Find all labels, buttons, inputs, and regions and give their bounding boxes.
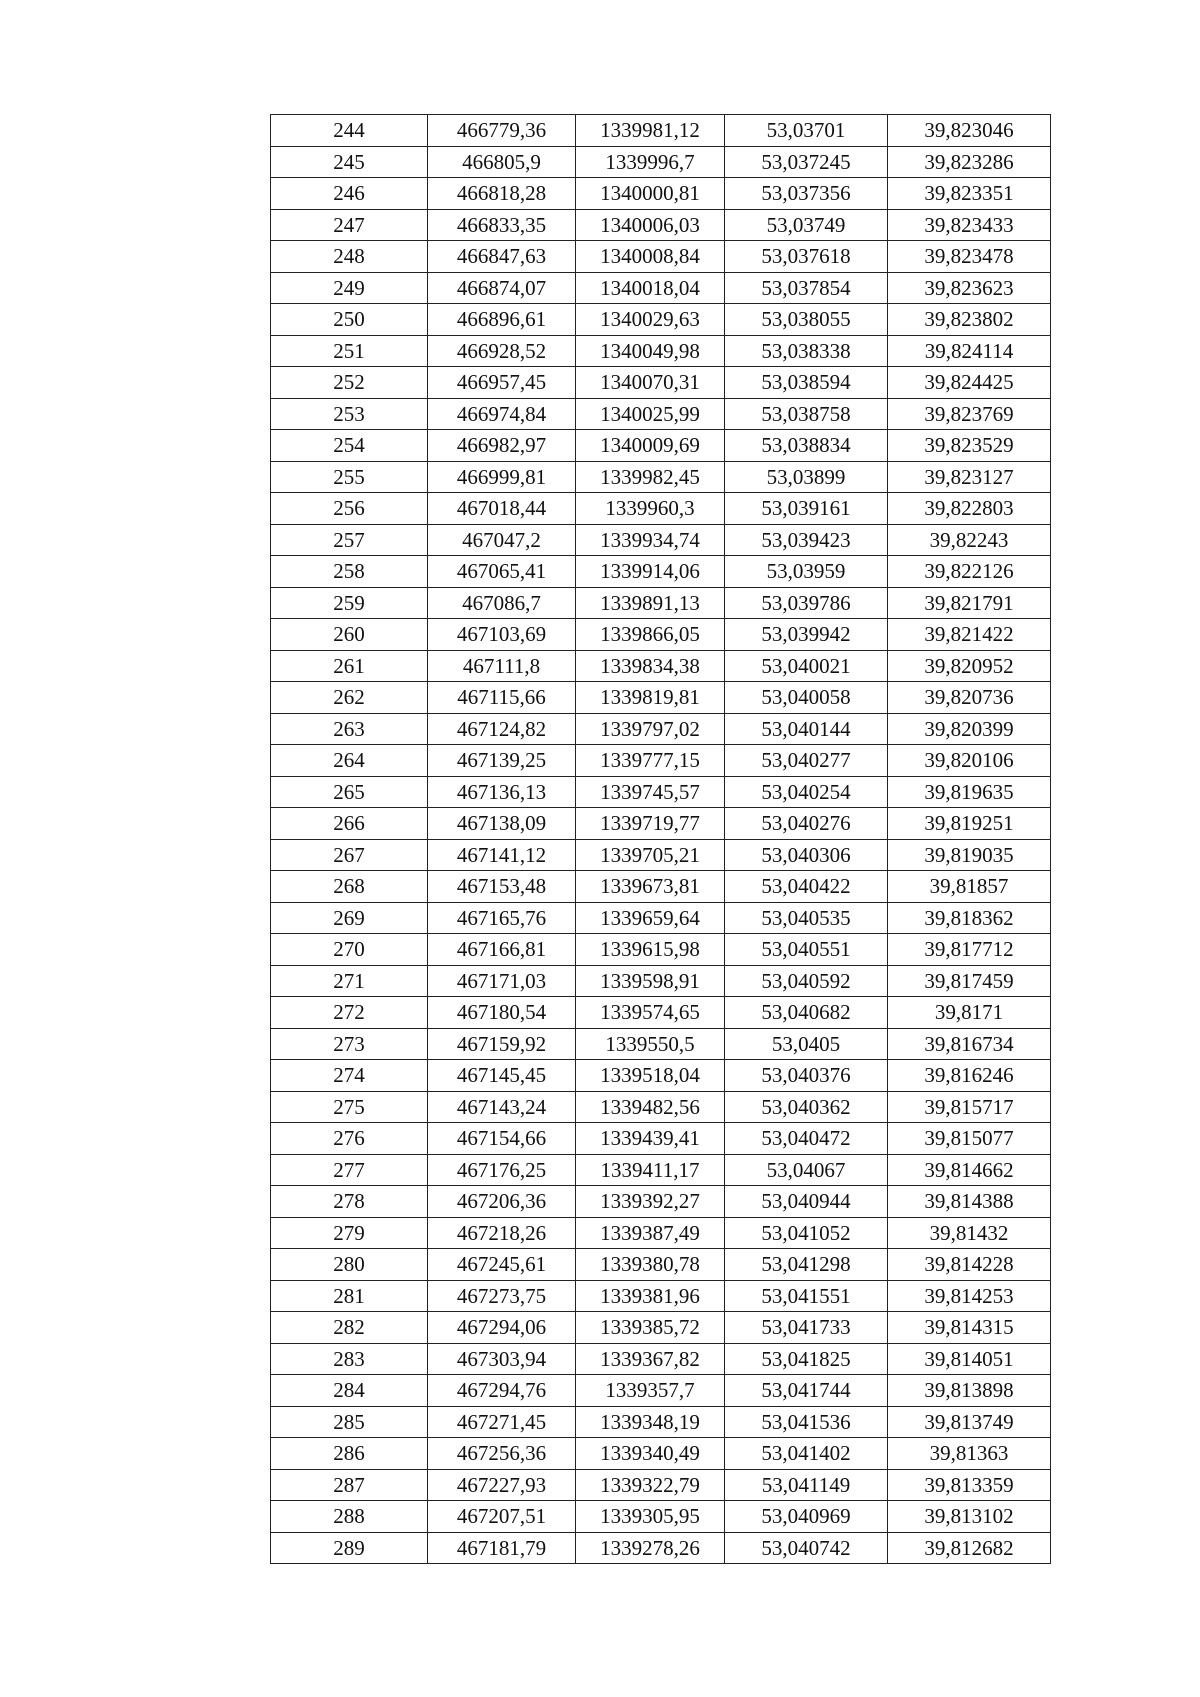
y-coordinate-cell: 1339745,57 (576, 776, 725, 808)
y-coordinate-cell: 1340006,03 (576, 209, 725, 241)
latitude-cell: 53,040592 (725, 965, 888, 997)
table-row (271, 1154, 1051, 1186)
y-coordinate-cell: 1340008,84 (576, 241, 725, 273)
table-row (271, 1060, 1051, 1092)
point-number-cell: 251 (271, 335, 428, 367)
point-number-cell: 269 (271, 902, 428, 934)
x-coordinate-cell: 467271,45 (428, 1406, 576, 1438)
latitude-cell: 53,041551 (725, 1280, 888, 1312)
point-number-cell: 284 (271, 1375, 428, 1407)
longitude-cell: 39,813898 (888, 1375, 1051, 1407)
y-coordinate-cell: 1339615,98 (576, 934, 725, 966)
table-row (271, 745, 1051, 777)
x-coordinate-cell: 467171,03 (428, 965, 576, 997)
table-row (271, 587, 1051, 619)
x-coordinate-cell: 466999,81 (428, 461, 576, 493)
y-coordinate-cell: 1339598,91 (576, 965, 725, 997)
point-number-cell: 270 (271, 934, 428, 966)
longitude-cell: 39,823286 (888, 146, 1051, 178)
table-row (271, 650, 1051, 682)
table-row (271, 934, 1051, 966)
latitude-cell: 53,037854 (725, 272, 888, 304)
latitude-cell: 53,040742 (725, 1532, 888, 1564)
latitude-cell: 53,041744 (725, 1375, 888, 1407)
point-number-cell: 285 (271, 1406, 428, 1438)
longitude-cell: 39,822126 (888, 556, 1051, 588)
longitude-cell: 39,817459 (888, 965, 1051, 997)
y-coordinate-cell: 1339348,19 (576, 1406, 725, 1438)
point-number-cell: 274 (271, 1060, 428, 1092)
table-row (271, 1123, 1051, 1155)
latitude-cell: 53,039942 (725, 619, 888, 651)
longitude-cell: 39,816734 (888, 1028, 1051, 1060)
y-coordinate-cell: 1339673,81 (576, 871, 725, 903)
table-row (271, 1249, 1051, 1281)
longitude-cell: 39,814253 (888, 1280, 1051, 1312)
point-number-cell: 283 (271, 1343, 428, 1375)
y-coordinate-cell: 1339705,21 (576, 839, 725, 871)
latitude-cell: 53,041149 (725, 1469, 888, 1501)
y-coordinate-cell: 1339934,74 (576, 524, 725, 556)
longitude-cell: 39,813359 (888, 1469, 1051, 1501)
x-coordinate-cell: 466928,52 (428, 335, 576, 367)
point-number-cell: 250 (271, 304, 428, 336)
table-row (271, 461, 1051, 493)
x-coordinate-cell: 467065,41 (428, 556, 576, 588)
point-number-cell: 263 (271, 713, 428, 745)
table-row (271, 619, 1051, 651)
y-coordinate-cell: 1340049,98 (576, 335, 725, 367)
x-coordinate-cell: 467227,93 (428, 1469, 576, 1501)
table-row (271, 1028, 1051, 1060)
table-row (271, 1469, 1051, 1501)
y-coordinate-cell: 1339797,02 (576, 713, 725, 745)
y-coordinate-cell: 1339482,56 (576, 1091, 725, 1123)
latitude-cell: 53,03701 (725, 115, 888, 147)
x-coordinate-cell: 467141,12 (428, 839, 576, 871)
latitude-cell: 53,03749 (725, 209, 888, 241)
latitude-cell: 53,040362 (725, 1091, 888, 1123)
longitude-cell: 39,820106 (888, 745, 1051, 777)
y-coordinate-cell: 1339819,81 (576, 682, 725, 714)
table-row (271, 1280, 1051, 1312)
latitude-cell: 53,041536 (725, 1406, 888, 1438)
longitude-cell: 39,814051 (888, 1343, 1051, 1375)
x-coordinate-cell: 467153,48 (428, 871, 576, 903)
point-number-cell: 254 (271, 430, 428, 462)
latitude-cell: 53,040277 (725, 745, 888, 777)
y-coordinate-cell: 1339981,12 (576, 115, 725, 147)
latitude-cell: 53,038594 (725, 367, 888, 399)
point-number-cell: 245 (271, 146, 428, 178)
latitude-cell: 53,038338 (725, 335, 888, 367)
table-row (271, 209, 1051, 241)
x-coordinate-cell: 467047,2 (428, 524, 576, 556)
x-coordinate-cell: 467086,7 (428, 587, 576, 619)
latitude-cell: 53,040254 (725, 776, 888, 808)
x-coordinate-cell: 467218,26 (428, 1217, 576, 1249)
longitude-cell: 39,815077 (888, 1123, 1051, 1155)
latitude-cell: 53,04067 (725, 1154, 888, 1186)
point-number-cell: 286 (271, 1438, 428, 1470)
table-row (271, 1406, 1051, 1438)
point-number-cell: 282 (271, 1312, 428, 1344)
longitude-cell: 39,823127 (888, 461, 1051, 493)
longitude-cell: 39,814388 (888, 1186, 1051, 1218)
y-coordinate-cell: 1340000,81 (576, 178, 725, 210)
x-coordinate-cell: 467143,24 (428, 1091, 576, 1123)
table-row (271, 682, 1051, 714)
point-number-cell: 268 (271, 871, 428, 903)
point-number-cell: 260 (271, 619, 428, 651)
longitude-cell: 39,81363 (888, 1438, 1051, 1470)
table-row (271, 272, 1051, 304)
latitude-cell: 53,037245 (725, 146, 888, 178)
longitude-cell: 39,8171 (888, 997, 1051, 1029)
latitude-cell: 53,037618 (725, 241, 888, 273)
x-coordinate-cell: 467166,81 (428, 934, 576, 966)
x-coordinate-cell: 467136,13 (428, 776, 576, 808)
point-number-cell: 272 (271, 997, 428, 1029)
latitude-cell: 53,041298 (725, 1249, 888, 1281)
longitude-cell: 39,823351 (888, 178, 1051, 210)
table-row (271, 1091, 1051, 1123)
table-row (271, 1186, 1051, 1218)
point-number-cell: 265 (271, 776, 428, 808)
table-row (271, 776, 1051, 808)
coordinates-table (270, 114, 1051, 1564)
y-coordinate-cell: 1339574,65 (576, 997, 725, 1029)
longitude-cell: 39,814228 (888, 1249, 1051, 1281)
y-coordinate-cell: 1339891,13 (576, 587, 725, 619)
point-number-cell: 255 (271, 461, 428, 493)
table-row (271, 839, 1051, 871)
longitude-cell: 39,821791 (888, 587, 1051, 619)
table-row (271, 997, 1051, 1029)
point-number-cell: 281 (271, 1280, 428, 1312)
y-coordinate-cell: 1340009,69 (576, 430, 725, 462)
y-coordinate-cell: 1340018,04 (576, 272, 725, 304)
longitude-cell: 39,814662 (888, 1154, 1051, 1186)
latitude-cell: 53,040682 (725, 997, 888, 1029)
y-coordinate-cell: 1339834,38 (576, 650, 725, 682)
y-coordinate-cell: 1339380,78 (576, 1249, 725, 1281)
point-number-cell: 248 (271, 241, 428, 273)
longitude-cell: 39,824114 (888, 335, 1051, 367)
table-row (271, 115, 1051, 147)
table-row (271, 808, 1051, 840)
y-coordinate-cell: 1339982,45 (576, 461, 725, 493)
x-coordinate-cell: 466818,28 (428, 178, 576, 210)
table-row (271, 367, 1051, 399)
latitude-cell: 53,03959 (725, 556, 888, 588)
x-coordinate-cell: 466896,61 (428, 304, 576, 336)
point-number-cell: 252 (271, 367, 428, 399)
table-row (271, 493, 1051, 525)
x-coordinate-cell: 467165,76 (428, 902, 576, 934)
x-coordinate-cell: 467303,94 (428, 1343, 576, 1375)
point-number-cell: 276 (271, 1123, 428, 1155)
table-row (271, 1343, 1051, 1375)
x-coordinate-cell: 467115,66 (428, 682, 576, 714)
y-coordinate-cell: 1339381,96 (576, 1280, 725, 1312)
x-coordinate-cell: 467111,8 (428, 650, 576, 682)
x-coordinate-cell: 467145,45 (428, 1060, 576, 1092)
point-number-cell: 257 (271, 524, 428, 556)
table-row (271, 871, 1051, 903)
y-coordinate-cell: 1339518,04 (576, 1060, 725, 1092)
table-row (271, 713, 1051, 745)
longitude-cell: 39,813749 (888, 1406, 1051, 1438)
y-coordinate-cell: 1339550,5 (576, 1028, 725, 1060)
longitude-cell: 39,823046 (888, 115, 1051, 147)
point-number-cell: 262 (271, 682, 428, 714)
table-row (271, 178, 1051, 210)
x-coordinate-cell: 467245,61 (428, 1249, 576, 1281)
latitude-cell: 53,039786 (725, 587, 888, 619)
latitude-cell: 53,040969 (725, 1501, 888, 1533)
point-number-cell: 253 (271, 398, 428, 430)
x-coordinate-cell: 467124,82 (428, 713, 576, 745)
table-row (271, 146, 1051, 178)
point-number-cell: 249 (271, 272, 428, 304)
latitude-cell: 53,040472 (725, 1123, 888, 1155)
table-row (271, 304, 1051, 336)
table-row (271, 335, 1051, 367)
x-coordinate-cell: 467181,79 (428, 1532, 576, 1564)
table-row (271, 1375, 1051, 1407)
x-coordinate-cell: 466779,36 (428, 115, 576, 147)
y-coordinate-cell: 1339305,95 (576, 1501, 725, 1533)
x-coordinate-cell: 466805,9 (428, 146, 576, 178)
y-coordinate-cell: 1339357,7 (576, 1375, 725, 1407)
latitude-cell: 53,03899 (725, 461, 888, 493)
latitude-cell: 53,040551 (725, 934, 888, 966)
longitude-cell: 39,819035 (888, 839, 1051, 871)
table-row (271, 430, 1051, 462)
longitude-cell: 39,820736 (888, 682, 1051, 714)
point-number-cell: 256 (271, 493, 428, 525)
x-coordinate-cell: 466957,45 (428, 367, 576, 399)
longitude-cell: 39,814315 (888, 1312, 1051, 1344)
point-number-cell: 264 (271, 745, 428, 777)
x-coordinate-cell: 466833,35 (428, 209, 576, 241)
point-number-cell: 244 (271, 115, 428, 147)
longitude-cell: 39,819251 (888, 808, 1051, 840)
x-coordinate-cell: 467176,25 (428, 1154, 576, 1186)
x-coordinate-cell: 467207,51 (428, 1501, 576, 1533)
x-coordinate-cell: 467159,92 (428, 1028, 576, 1060)
longitude-cell: 39,817712 (888, 934, 1051, 966)
longitude-cell: 39,816246 (888, 1060, 1051, 1092)
x-coordinate-cell: 466974,84 (428, 398, 576, 430)
point-number-cell: 289 (271, 1532, 428, 1564)
x-coordinate-cell: 467138,09 (428, 808, 576, 840)
longitude-cell: 39,815717 (888, 1091, 1051, 1123)
longitude-cell: 39,821422 (888, 619, 1051, 651)
latitude-cell: 53,040058 (725, 682, 888, 714)
point-number-cell: 280 (271, 1249, 428, 1281)
latitude-cell: 53,040306 (725, 839, 888, 871)
table-row (271, 556, 1051, 588)
longitude-cell: 39,822803 (888, 493, 1051, 525)
latitude-cell: 53,038055 (725, 304, 888, 336)
longitude-cell: 39,82243 (888, 524, 1051, 556)
x-coordinate-cell: 467294,06 (428, 1312, 576, 1344)
y-coordinate-cell: 1339439,41 (576, 1123, 725, 1155)
latitude-cell: 53,041052 (725, 1217, 888, 1249)
y-coordinate-cell: 1339866,05 (576, 619, 725, 651)
point-number-cell: 247 (271, 209, 428, 241)
x-coordinate-cell: 467256,36 (428, 1438, 576, 1470)
point-number-cell: 277 (271, 1154, 428, 1186)
latitude-cell: 53,038758 (725, 398, 888, 430)
x-coordinate-cell: 467206,36 (428, 1186, 576, 1218)
longitude-cell: 39,819635 (888, 776, 1051, 808)
table-row (271, 241, 1051, 273)
longitude-cell: 39,823623 (888, 272, 1051, 304)
longitude-cell: 39,820952 (888, 650, 1051, 682)
longitude-cell: 39,823433 (888, 209, 1051, 241)
longitude-cell: 39,823769 (888, 398, 1051, 430)
x-coordinate-cell: 467103,69 (428, 619, 576, 651)
point-number-cell: 288 (271, 1501, 428, 1533)
point-number-cell: 279 (271, 1217, 428, 1249)
latitude-cell: 53,041733 (725, 1312, 888, 1344)
point-number-cell: 266 (271, 808, 428, 840)
table-row (271, 524, 1051, 556)
latitude-cell: 53,037356 (725, 178, 888, 210)
y-coordinate-cell: 1339387,49 (576, 1217, 725, 1249)
table-row (271, 398, 1051, 430)
y-coordinate-cell: 1340029,63 (576, 304, 725, 336)
coordinates-table-body (271, 115, 1051, 1564)
point-number-cell: 271 (271, 965, 428, 997)
point-number-cell: 275 (271, 1091, 428, 1123)
table-row (271, 902, 1051, 934)
x-coordinate-cell: 466874,07 (428, 272, 576, 304)
latitude-cell: 53,039161 (725, 493, 888, 525)
latitude-cell: 53,040276 (725, 808, 888, 840)
point-number-cell: 246 (271, 178, 428, 210)
table-row (271, 1532, 1051, 1564)
y-coordinate-cell: 1339367,82 (576, 1343, 725, 1375)
latitude-cell: 53,038834 (725, 430, 888, 462)
y-coordinate-cell: 1339996,7 (576, 146, 725, 178)
longitude-cell: 39,823478 (888, 241, 1051, 273)
x-coordinate-cell: 467273,75 (428, 1280, 576, 1312)
longitude-cell: 39,823529 (888, 430, 1051, 462)
x-coordinate-cell: 466982,97 (428, 430, 576, 462)
longitude-cell: 39,824425 (888, 367, 1051, 399)
table-row (271, 1217, 1051, 1249)
y-coordinate-cell: 1339278,26 (576, 1532, 725, 1564)
x-coordinate-cell: 466847,63 (428, 241, 576, 273)
latitude-cell: 53,040144 (725, 713, 888, 745)
x-coordinate-cell: 467139,25 (428, 745, 576, 777)
point-number-cell: 273 (271, 1028, 428, 1060)
y-coordinate-cell: 1340025,99 (576, 398, 725, 430)
longitude-cell: 39,818362 (888, 902, 1051, 934)
latitude-cell: 53,040021 (725, 650, 888, 682)
point-number-cell: 287 (271, 1469, 428, 1501)
latitude-cell: 53,039423 (725, 524, 888, 556)
longitude-cell: 39,81857 (888, 871, 1051, 903)
table-row (271, 1438, 1051, 1470)
y-coordinate-cell: 1339385,72 (576, 1312, 725, 1344)
point-number-cell: 261 (271, 650, 428, 682)
longitude-cell: 39,813102 (888, 1501, 1051, 1533)
longitude-cell: 39,823802 (888, 304, 1051, 336)
y-coordinate-cell: 1339411,17 (576, 1154, 725, 1186)
table-row (271, 1312, 1051, 1344)
latitude-cell: 53,040422 (725, 871, 888, 903)
longitude-cell: 39,81432 (888, 1217, 1051, 1249)
point-number-cell: 258 (271, 556, 428, 588)
y-coordinate-cell: 1339960,3 (576, 493, 725, 525)
y-coordinate-cell: 1340070,31 (576, 367, 725, 399)
y-coordinate-cell: 1339340,49 (576, 1438, 725, 1470)
x-coordinate-cell: 467180,54 (428, 997, 576, 1029)
y-coordinate-cell: 1339777,15 (576, 745, 725, 777)
latitude-cell: 53,041825 (725, 1343, 888, 1375)
latitude-cell: 53,040376 (725, 1060, 888, 1092)
y-coordinate-cell: 1339719,77 (576, 808, 725, 840)
table-row (271, 1501, 1051, 1533)
y-coordinate-cell: 1339914,06 (576, 556, 725, 588)
latitude-cell: 53,041402 (725, 1438, 888, 1470)
point-number-cell: 259 (271, 587, 428, 619)
y-coordinate-cell: 1339322,79 (576, 1469, 725, 1501)
point-number-cell: 278 (271, 1186, 428, 1218)
latitude-cell: 53,0405 (725, 1028, 888, 1060)
x-coordinate-cell: 467294,76 (428, 1375, 576, 1407)
latitude-cell: 53,040944 (725, 1186, 888, 1218)
latitude-cell: 53,040535 (725, 902, 888, 934)
y-coordinate-cell: 1339392,27 (576, 1186, 725, 1218)
table-row (271, 965, 1051, 997)
point-number-cell: 267 (271, 839, 428, 871)
longitude-cell: 39,820399 (888, 713, 1051, 745)
x-coordinate-cell: 467154,66 (428, 1123, 576, 1155)
longitude-cell: 39,812682 (888, 1532, 1051, 1564)
y-coordinate-cell: 1339659,64 (576, 902, 725, 934)
x-coordinate-cell: 467018,44 (428, 493, 576, 525)
